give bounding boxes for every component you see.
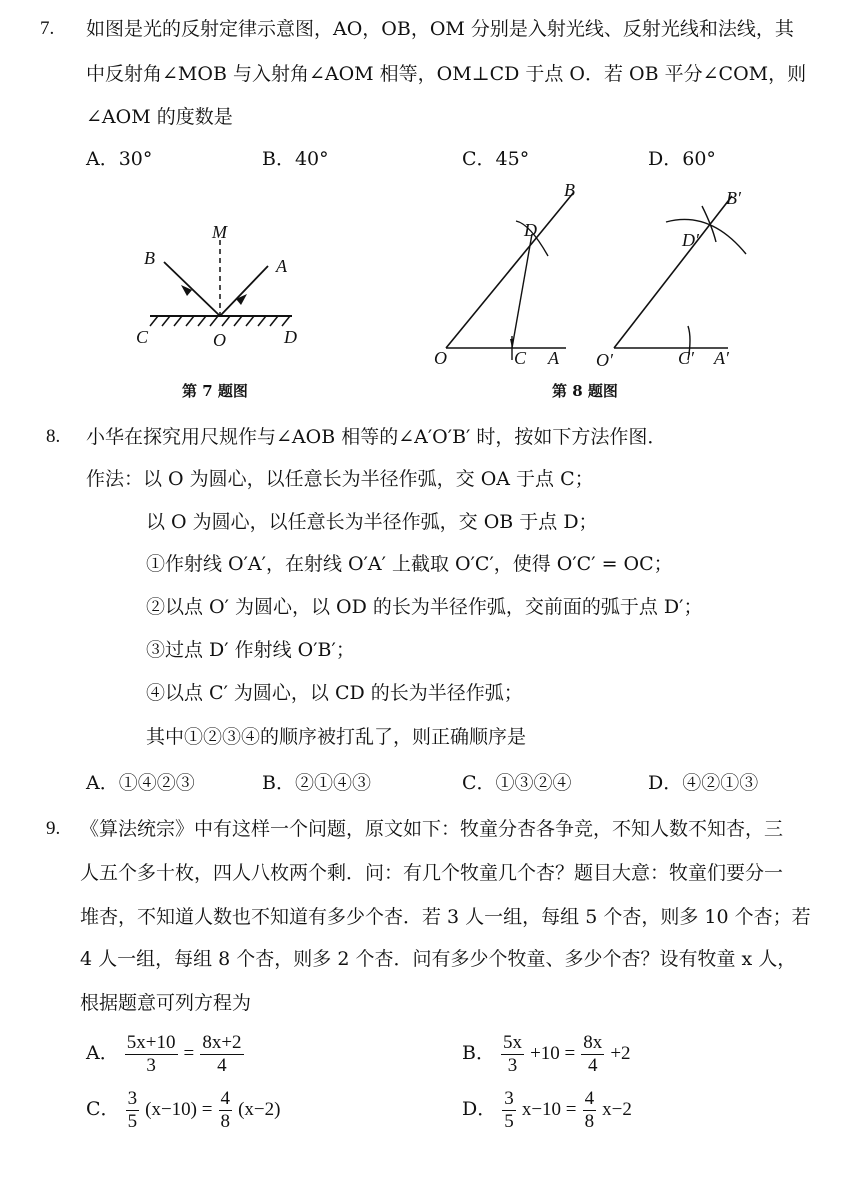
numerator: 3: [504, 1087, 514, 1109]
equals-sign: =: [183, 1043, 195, 1064]
q7-stem-line1: 如图是光的反射定律示意图，AO，OB，OM 分别是入射光线、反射光线和法线，其: [86, 18, 794, 40]
numerator: 5x+10: [126, 1031, 176, 1053]
q8-step-2: ②以点 O′ 为圆心，以 OD 的长为半径作弧，交前面的弧于点 D′；: [146, 596, 703, 618]
fig8-label-o: O: [434, 348, 447, 368]
fraction: [502, 1088, 516, 1133]
figure-8-caption: 第 8 题图: [552, 382, 618, 400]
q9-option-d[interactable]: [462, 1082, 632, 1136]
numerator: 8x: [583, 1031, 603, 1053]
denominator: 3: [507, 1054, 518, 1076]
fig8-label-b: B: [564, 180, 575, 200]
numerator: 4: [584, 1087, 595, 1109]
fraction: [501, 1032, 524, 1077]
fig8-label-a: A: [548, 348, 559, 368]
q8-option-d[interactable]: D．④②①③: [648, 772, 759, 794]
q9-option-c-label: C．: [86, 1098, 120, 1120]
q7-option-d[interactable]: D．60°: [648, 148, 716, 170]
q9-stem-line1: 《算法统宗》中有这样一个问题，原文如下：牧童分杏各争竞，不知人数不知杏，三: [80, 818, 784, 840]
denominator: 3: [146, 1054, 156, 1076]
q8-stem-line1: 小华在探究用尺规作与∠AOB 相等的∠A′O′B′ 时，按如下方法作图．: [86, 426, 667, 448]
expression-middle: +10 =: [530, 1043, 576, 1064]
q8-method-line2: 以 O 为圆心，以任意长为半径作弧，交 OB 于点 D；: [146, 511, 598, 533]
expression-tail: x−2: [602, 1099, 632, 1120]
denominator: 5: [127, 1110, 138, 1132]
numerator: 3: [127, 1087, 138, 1109]
q9-stem-line2: 人五个多十枚，四人八枚两个剩．问：有几个牧童几个杏？题目大意：牧童们要分一: [80, 862, 784, 884]
numerator: 8x+2: [202, 1031, 242, 1053]
fig7-label-m: M: [212, 222, 227, 242]
q8-option-c[interactable]: C．①③②④: [462, 772, 572, 794]
q9-stem-line4: 4 人一组，每组 8 个杏，则多 2 个杏．问有多少个牧童、多少个杏？设有牧童 x 人，: [80, 948, 797, 970]
q9-stem-line3: 堆杏，不知道人数也不知道有多少个杏．若 3 人一组，每组 5 个杏，则多 10 个杏；若: [80, 906, 811, 928]
q9-option-b-label: B．: [462, 1042, 495, 1064]
numerator: 5x: [503, 1031, 523, 1053]
fig8-label-b-prime: B′: [726, 188, 741, 208]
fig8-label-d-prime: D′: [682, 230, 699, 250]
fig7-label-b: B: [144, 248, 155, 268]
denominator: 4: [217, 1054, 227, 1076]
fig8-label-a-prime: A′: [714, 348, 729, 368]
expression-tail: +2: [610, 1043, 631, 1064]
q8-step-1: ①作射线 O′A′，在射线 O′A′ 上截取 O′C′，使得 O′C′ = OC；: [146, 553, 673, 575]
q8-method-line: 作法：以 O 为圆心，以任意长为半径作弧，交 OA 于点 C；: [86, 468, 594, 490]
denominator: 4: [588, 1054, 598, 1076]
fig8-label-c-prime: C′: [678, 348, 694, 368]
denominator: 5: [504, 1110, 514, 1132]
q7-option-a[interactable]: A．30°: [86, 148, 153, 170]
fraction: [200, 1032, 243, 1077]
fig7-label-d: D: [284, 327, 297, 347]
fraction: [581, 1032, 604, 1077]
figure-8-construction-diagram: [420, 176, 760, 372]
q7-option-c[interactable]: C．45°: [462, 148, 530, 170]
q8-step-3: ③过点 D′ 作射线 O′B′；: [146, 639, 355, 661]
fig7-label-o: O: [213, 330, 226, 350]
fraction: [583, 1088, 597, 1133]
expression-middle: x−10 =: [521, 1099, 577, 1120]
numerator: 4: [220, 1087, 231, 1109]
fraction: [125, 1032, 178, 1077]
q9-option-c[interactable]: [86, 1082, 280, 1136]
q7-stem-line3: ∠AOM 的度数是: [86, 106, 233, 128]
q9-number: 9.: [46, 818, 61, 839]
q7-option-b[interactable]: B．40°: [262, 148, 329, 170]
q9-option-b[interactable]: [462, 1026, 631, 1080]
q9-option-a[interactable]: [86, 1026, 244, 1080]
fig8-label-d: D: [524, 220, 537, 240]
figure-7-caption: 第 7 题图: [182, 382, 248, 400]
q9-stem-line5: 根据题意可列方程为: [80, 992, 252, 1014]
expression-middle: (x−10) =: [145, 1099, 213, 1120]
fig8-label-c: C: [514, 348, 527, 368]
q8-option-a[interactable]: A．①④②③: [86, 772, 195, 794]
denominator: 8: [584, 1110, 595, 1132]
q7-stem-line2: 中反射角∠MOB 与入射角∠AOM 相等，OM⊥CD 于点 O．若 OB 平分∠COM，则: [86, 63, 807, 85]
denominator: 8: [220, 1110, 231, 1132]
fig7-label-a: A: [276, 256, 287, 276]
fraction: [126, 1088, 140, 1133]
fig7-label-c: C: [136, 327, 149, 347]
q8-question-line: 其中①②③④的顺序被打乱了，则正确顺序是: [146, 726, 527, 748]
fig8-label-o-prime: O′: [596, 350, 613, 370]
expression-tail: (x−2): [238, 1099, 281, 1120]
q9-option-d-label: D．: [462, 1098, 497, 1120]
q9-option-a-label: A．: [86, 1042, 119, 1064]
q8-step-4: ④以点 C′ 为圆心，以 CD 的长为半径作弧；: [146, 682, 523, 704]
fraction: [219, 1088, 233, 1133]
q8-number: 8.: [46, 426, 61, 447]
q7-number: 7.: [40, 18, 55, 39]
q8-option-b[interactable]: B．②①④③: [262, 772, 371, 794]
figure-7-reflection-diagram: [120, 210, 320, 360]
